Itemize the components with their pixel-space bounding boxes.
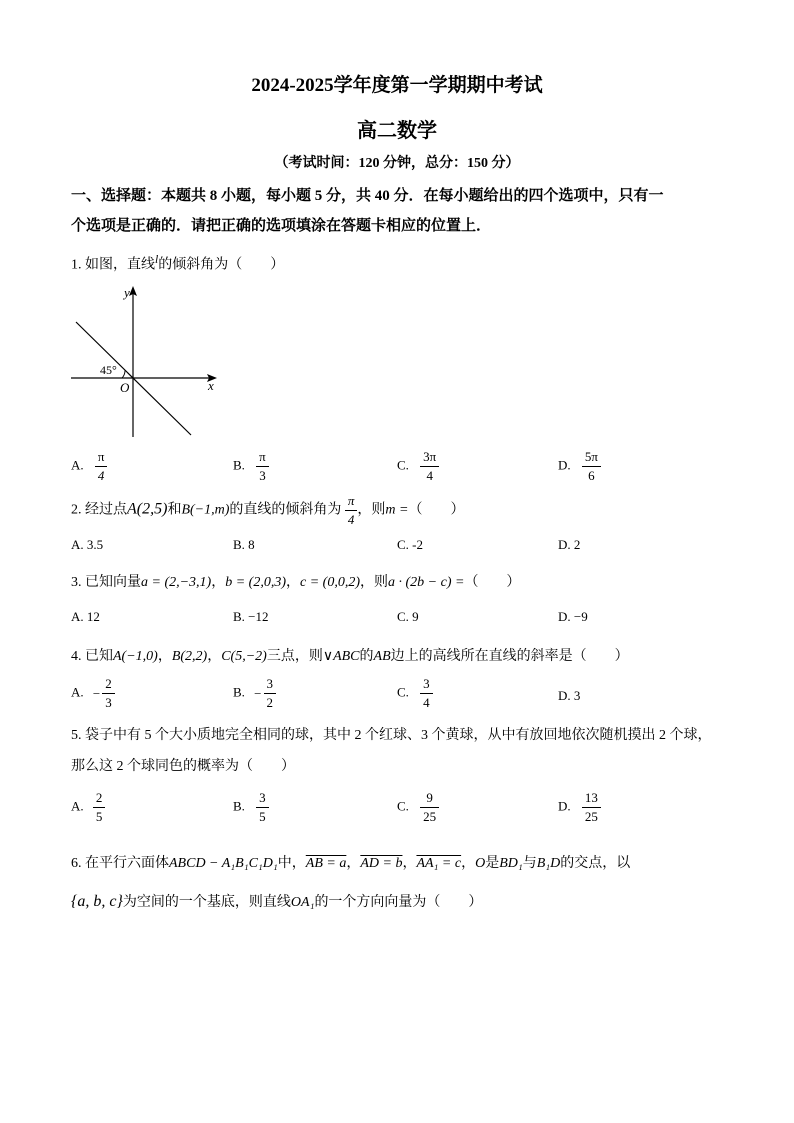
q3-expression: a · (2b − c) = [388, 575, 465, 590]
frac-num: π [95, 450, 108, 467]
q2-text: ，则 [357, 502, 386, 518]
q2-eq: m = [385, 502, 409, 518]
q4-point-c: C(5,−2) [221, 649, 267, 664]
q1-option-a[interactable] [71, 450, 107, 483]
q6-text: 是 [485, 856, 500, 871]
subject-title: 高二数学 [357, 120, 437, 142]
option-letter: C. [397, 798, 409, 814]
q6-text: 为空间的一个基底，则直线 [122, 895, 291, 910]
q1-option-c[interactable] [397, 450, 439, 483]
frac-den: 4 [426, 468, 433, 483]
q6-solid: ABCD − A₁B₁C₁D₁ [169, 856, 278, 871]
q5-option-b[interactable] [233, 791, 269, 824]
section-instructions-line1: 一、选择题：本题共 8 小题，每小题 5 分，共 40 分．在每小题给出的四个选项中，只有一 [71, 188, 664, 204]
question-6-line2 [71, 891, 482, 911]
q6-text: 中， [277, 856, 306, 871]
q2-point-b: B(−1,m) [181, 502, 230, 518]
q5-option-d[interactable] [558, 791, 601, 824]
question-4: 4. 已知A(−1,0)，B(2,2)，C(5,−2)三点，则∨ABC的AB边上的高线所在直线的斜率是（ ） [71, 649, 629, 664]
option-value: 3 [573, 688, 581, 703]
frac-num: π [256, 450, 269, 467]
q2-option-b[interactable]: B. 8 [233, 537, 255, 552]
q1-text2: 的倾斜角为（ ） [158, 257, 285, 273]
q6-text: 的一个方向向量为（ ） [314, 895, 483, 910]
q3-vector-c: c = (0,0,2) [300, 575, 360, 590]
frac-num: 3π [420, 450, 439, 467]
frac-num: 13 [582, 791, 601, 808]
q1-option-d[interactable] [558, 450, 601, 483]
frac-den: 4 [423, 695, 430, 710]
q6-vector-aa1: AA₁ = c [416, 856, 462, 871]
q5-option-a[interactable] [71, 791, 105, 824]
x-axis-label: x [208, 378, 214, 393]
q3-option-d[interactable]: D. −9 [558, 609, 588, 624]
frac-num: 2 [93, 791, 106, 808]
frac-num: 9 [420, 791, 439, 808]
frac-den: 4 [347, 512, 355, 527]
option-letter: B. [233, 798, 245, 814]
option-letter: A. [71, 457, 84, 473]
q1-text: 1. 如图，直线 [71, 257, 155, 273]
q2-option-c[interactable]: C. -2 [397, 537, 423, 552]
option-sign: − [92, 685, 101, 701]
option-letter: D. [558, 457, 571, 473]
q4-text: 边上的高线所在直线的斜率是（ ） [390, 649, 629, 664]
q5-option-c[interactable] [397, 791, 439, 824]
option-letter: D. [558, 798, 571, 814]
option-letter: A. [71, 798, 84, 814]
q4-option-c[interactable] [397, 677, 433, 710]
q3-option-c[interactable]: C. 9 [397, 609, 419, 624]
q4-triangle: ∨ABC [322, 649, 360, 664]
option-letter: C. [397, 457, 409, 473]
q4-side: AB [373, 649, 391, 664]
exam-time-info: （考试时间：120 分钟，总分：150 分） [274, 156, 520, 171]
q1-var: l [155, 253, 159, 266]
q6-basis: {a, b, c} [71, 893, 123, 910]
q2-text: （ ） [408, 502, 465, 518]
q6-text: 的交点，以 [560, 856, 631, 871]
y-axis-label: y [124, 285, 130, 300]
question-2 [71, 494, 464, 527]
q4-text: 4. 已知 [71, 649, 113, 664]
question-1 [71, 253, 284, 274]
option-letter: B. [233, 684, 245, 700]
option-letter: A. [71, 684, 84, 700]
q2-text: 2. 经过点 [71, 502, 127, 518]
q3-option-b[interactable]: B. −12 [233, 609, 269, 624]
frac-den: 25 [423, 809, 437, 824]
q6-point-o: O [475, 856, 486, 871]
question-3: 3. 已知向量a = (2,−3,1)，b = (2,0,3)，c = (0,0,2)，则a · (2b − c) =（ ） [71, 575, 521, 590]
option-letter: B. [233, 457, 245, 473]
q3-option-a[interactable]: A. 12 [71, 609, 100, 624]
q3-vector-b: b = (2,0,3) [225, 575, 286, 590]
q2-option-a[interactable]: A. 3.5 [71, 537, 104, 552]
q4-text: 三点，则 [266, 649, 323, 664]
q3-vector-a: a = (2,−3,1) [141, 575, 212, 590]
question-5-line2: 那么这 2 个球同色的概率为（ ） [71, 759, 295, 774]
q4-point-a: A(−1,0) [113, 649, 158, 664]
frac-den: 3 [259, 468, 266, 483]
section-instructions-line2: 个选项是正确的．请把正确的选项填涂在答题卡相应的位置上． [71, 218, 492, 234]
question-6-line1: 6. 在平行六面体ABCD − A₁B₁C₁D₁中，AB = a，AD = b，AA₁ = c，O是BD₁与B₁D的交点，以 [71, 856, 631, 871]
q4-option-b[interactable] [233, 677, 276, 710]
frac-den: 4 [97, 468, 105, 483]
q6-vector-ad: AD = b [360, 856, 403, 871]
q4-text: 的 [359, 649, 374, 664]
angle-arc [122, 370, 125, 378]
frac-den: 25 [584, 809, 598, 824]
q6-text: ， [461, 856, 476, 871]
option-sign: − [254, 685, 262, 701]
q1-option-b[interactable] [233, 450, 269, 483]
q6-line-oa1: OA₁ [290, 895, 315, 910]
q4-option-d[interactable] [558, 688, 580, 704]
frac-den: 6 [588, 468, 595, 483]
q3-text: ，则 [360, 575, 388, 590]
q6-line-bd1: BD₁ [499, 856, 523, 871]
q3-text: 3. 已知向量 [71, 575, 141, 590]
q1-figure [64, 282, 224, 442]
exam-title: 2024-2025学年度第一学期期中考试 [251, 75, 543, 96]
q2-text: 和 [167, 502, 182, 518]
q6-line-b1d: B₁D [536, 856, 561, 871]
q4-point-b: B(2,2) [171, 649, 208, 664]
q6-vector-ab: AB = a [305, 856, 347, 871]
question-5-line1: 5. 袋子中有 5 个大小质地完全相同的球，其中 2 个红球、3 个黄球，从中有放回地依次随机摸出 2 个球， [71, 728, 712, 743]
frac-num: 3 [264, 677, 277, 694]
frac-den: 2 [266, 695, 274, 710]
frac-num: π [345, 494, 358, 511]
q2-point-a: A(2,5) [127, 500, 168, 518]
origin-label: O [120, 380, 130, 395]
frac-den: 3 [105, 695, 112, 710]
angle-label: 45° [100, 363, 117, 377]
q6-text: 6. 在平行六面体 [71, 856, 169, 871]
frac-den: 5 [95, 809, 103, 824]
frac-num: 5π [582, 450, 601, 467]
option-letter: C. [397, 684, 409, 700]
option-letter: D. [558, 688, 571, 703]
q2-text: 的直线的倾斜角为 [229, 502, 342, 518]
q4-option-a[interactable] [71, 677, 115, 710]
frac-num: 3 [420, 677, 433, 694]
q6-text: 与 [522, 856, 537, 871]
q3-text: （ ） [464, 575, 521, 590]
q2-option-d[interactable]: D. 2 [558, 537, 581, 552]
frac-num: 3 [256, 791, 269, 808]
frac-num: 2 [102, 677, 115, 694]
frac-den: 5 [259, 809, 266, 824]
